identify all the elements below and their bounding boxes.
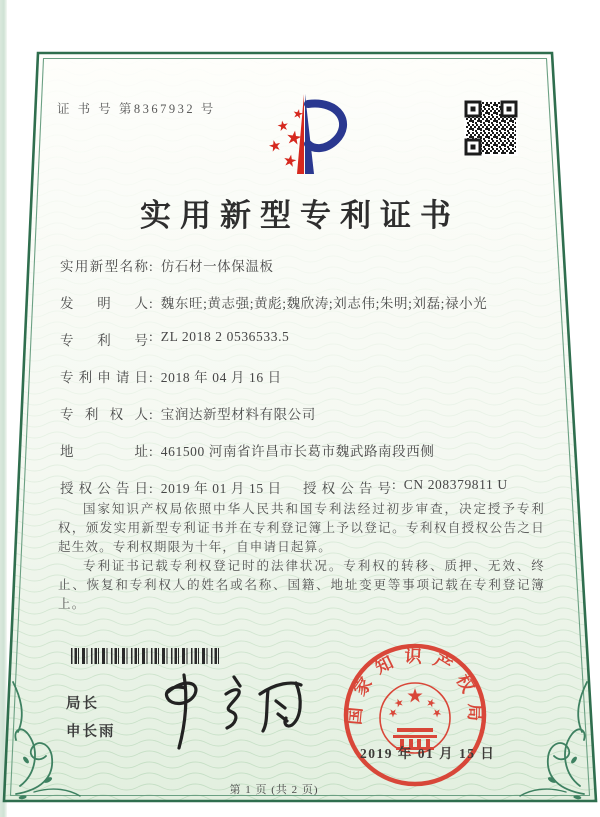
field-value: 461500 河南省许昌市长葛市魏武路南段西侧 (160, 444, 435, 459)
field-row-inventors: 发明人: 魏东旺;黄志强;黄彪;魏欣涛;刘志伟;朱明;刘磊;禄小光 (60, 292, 546, 329)
field-value: 2019 年 01 月 15 日 (160, 481, 282, 496)
certificate-title: 实用新型专利证书 (140, 198, 460, 233)
field-row-patent-no: 专利号: ZL 2018 2 0536533.5 (60, 329, 290, 348)
commissioner-title: 局长 (66, 696, 99, 712)
barcode (71, 648, 221, 664)
field-value: ZL 2018 2 0536533.5 (160, 329, 290, 344)
field-label: 实用新型名称 (60, 259, 148, 274)
field-label: 地址 (60, 444, 148, 459)
seal-date: 2019 年 01 月 15 日 (360, 746, 496, 761)
commissioner-block (66, 690, 116, 746)
legal-text (58, 500, 545, 614)
qr-code (464, 100, 518, 156)
field-list (60, 255, 546, 514)
legal-paragraph-1: 国家知识产权局依照中华人民共和国专利法经过初步审查，决定授予专利权，颁发实用新型专利证书并在专利登记簿上予以登记。专利权自授权公告之日起生效。专利权期限为十年，自申请日起算。 (58, 502, 545, 554)
cnipa-logo-icon (248, 86, 358, 182)
commissioner-name: 申长雨 (66, 724, 116, 740)
handwritten-signature (138, 668, 318, 756)
page-number: 第 1 页 (共 2 页) (229, 784, 319, 796)
field-row-filing-date: 专利申请日: 2018 年 04 月 16 日 (60, 366, 546, 403)
field-value: 2018 年 04 月 16 日 (160, 370, 282, 385)
field-row-grant: 授权公告日: 2019 年 01 月 15 日 授权公告号: CN 208379811 U (60, 477, 508, 496)
field-row-address: 地址: 461500 河南省许昌市长葛市魏武路南段西侧 (60, 440, 546, 477)
field-label: 专利权人 (60, 407, 148, 422)
field-label: 发明人 (60, 296, 148, 311)
field-label: 授权公告号 (303, 481, 391, 496)
official-seal (340, 640, 490, 790)
svg-text:国家知识产权局 (344, 646, 485, 731)
field-grant-no: 授权公告号: CN 208379811 U (303, 477, 508, 496)
field-label: 专利申请日 (60, 370, 148, 385)
legal-paragraph-2: 专利证书记载专利权登记时的法律状况。专利权的转移、质押、无效、终止、恢复和专利权人的姓名或名称、国籍、地址变更等事项记载在专利登记簿上。 (58, 559, 545, 611)
certificate-number: 证 书 号 第8367932 号 (57, 102, 216, 116)
field-value: CN 208379811 U (403, 477, 508, 492)
field-row-patentee: 专利权人: 宝润达新型材料有限公司 (60, 403, 546, 440)
field-row-name: 实用新型名称: 仿石材一体保温板 (60, 255, 546, 292)
seal-ring-text: 国家知识产权局 (344, 645, 486, 732)
field-value: 魏东旺;黄志强;黄彪;魏欣涛;刘志伟;朱明;刘磊;禄小光 (160, 296, 488, 311)
field-label: 专利号 (60, 333, 148, 348)
field-value: 仿石材一体保温板 (160, 259, 274, 274)
field-label: 授权公告日 (60, 481, 148, 496)
field-value: 宝润达新型材料有限公司 (160, 407, 316, 422)
